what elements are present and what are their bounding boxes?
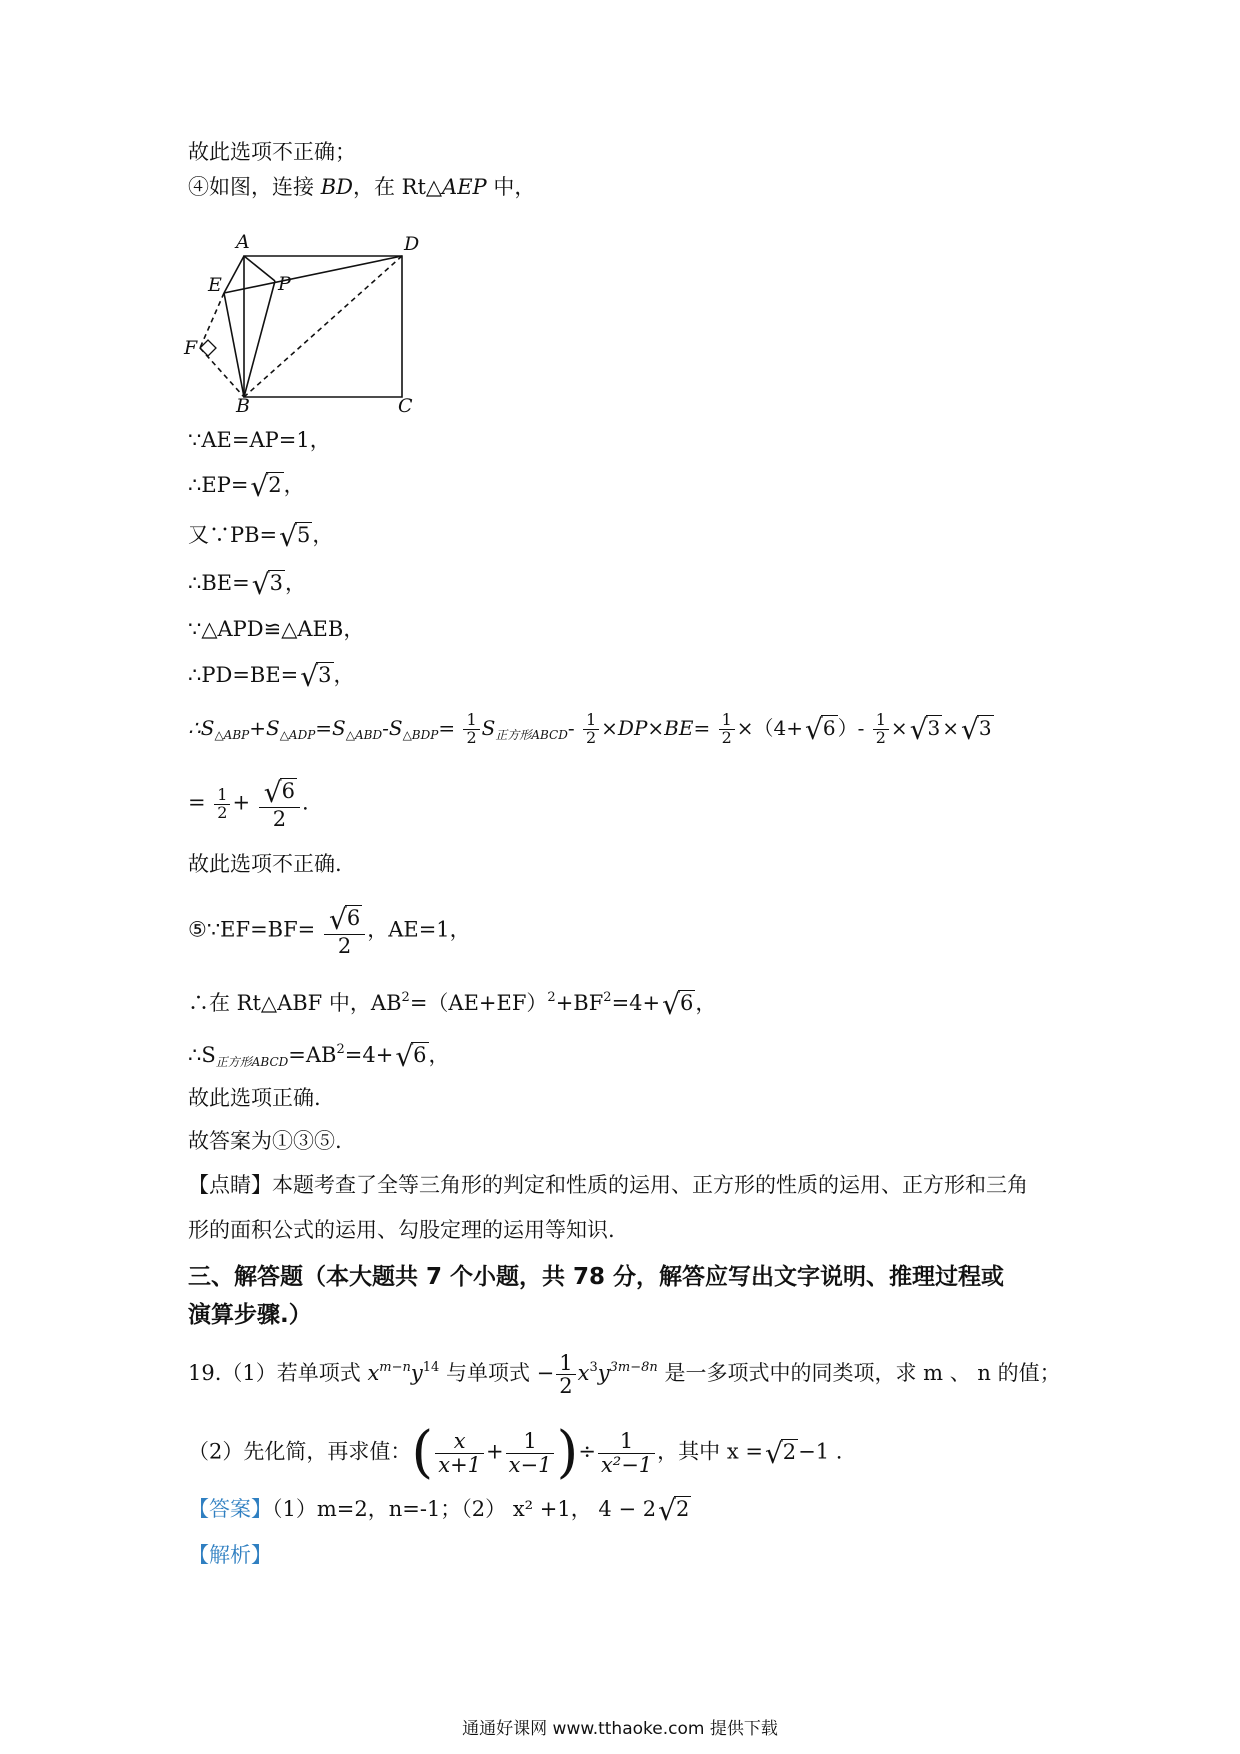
text-line — [188, 778, 309, 830]
text-span: ， — [283, 473, 305, 497]
label-f: F — [184, 337, 198, 359]
text-span: ， — [333, 663, 355, 687]
label-d: D — [404, 233, 420, 255]
sqrt-symbol: √ — [805, 712, 823, 746]
text-span: （1）若单项式 — [221, 1361, 368, 1386]
text-span: =4+ — [344, 1043, 394, 1067]
text-line — [188, 568, 306, 600]
superscript: m−n — [379, 1360, 411, 1376]
radicand: 3 — [318, 663, 332, 687]
fraction-sqrt6-over-2: $\frac{√6}{2}$ — [259, 778, 300, 830]
text-span: ∴S — [188, 715, 215, 740]
radicand: 3 — [269, 571, 283, 595]
label-b: B — [236, 395, 250, 417]
text-span: ，在 Rt△ — [352, 175, 443, 199]
text-span: ， — [428, 1043, 450, 1067]
right-paren: ) — [556, 1420, 579, 1485]
fraction-half: $\frac{1}{2}$ — [556, 1352, 575, 1397]
text-line — [188, 172, 535, 202]
text-span: ，其中 x = — [657, 1439, 763, 1464]
answer-line — [188, 1494, 691, 1526]
square-geometry-figure — [184, 228, 430, 417]
sqrt-symbol: √ — [263, 776, 282, 809]
fraction-1-over-x2-minus-1: $\frac{1}{\text{x²−1}}$ — [598, 1430, 655, 1475]
radicand: 5 — [297, 523, 311, 547]
superscript: 2 — [401, 990, 410, 1005]
text-span: ）- — [837, 715, 865, 740]
radicand: 3 — [978, 715, 992, 740]
text-line — [188, 983, 716, 1020]
radicand: 2 — [268, 473, 282, 497]
text-span: ∴S — [188, 1043, 216, 1067]
fraction-half: $\frac{1}{2}$ — [463, 712, 479, 747]
question-number: 19. — [188, 1361, 222, 1386]
text-line: ∵AE=AP=1， — [188, 428, 331, 452]
text-span: ④如图，连接 — [188, 175, 321, 199]
sqrt-symbol: √ — [909, 712, 928, 746]
text-span: S — [481, 715, 496, 740]
sqrt-symbol: √ — [658, 1494, 676, 1527]
sqrt-symbol: √ — [251, 568, 270, 601]
sqrt-symbol: √ — [395, 1040, 414, 1073]
subscript: 正方形ABCD — [215, 1055, 289, 1069]
text-span: ⑤∵EF=BF= — [188, 917, 316, 942]
label-p: P — [278, 273, 291, 295]
comment-line: 【点睛】本题考查了全等三角形的判定和性质的运用、正方形的性质的运用、正方形和三角 — [188, 1173, 1028, 1197]
radicand: 6 — [413, 1043, 427, 1067]
subscript: △ADP — [279, 727, 316, 742]
text-span: . — [302, 790, 309, 815]
text-span: 又∵PB= — [188, 523, 278, 547]
section-title: 演算步骤.） — [188, 1302, 312, 1328]
text-span: +BF — [555, 991, 604, 1015]
text-span: + — [232, 790, 251, 815]
text-line — [188, 1035, 450, 1077]
text-line — [188, 905, 471, 957]
text-span: ， — [695, 991, 717, 1015]
text-span: =（AE+EF） — [409, 991, 548, 1015]
fraction-half: $\frac{1}{2}$ — [214, 787, 230, 822]
text-span: - — [567, 715, 575, 740]
left-paren: ( — [411, 1420, 434, 1485]
question-19-part2: （2）先化简，再求值：( $\frac{x}{x+1}$ + $\frac{1}{x-1}$ )÷ $\frac{1}{\text{x²−1}}$ ，其中 x =√2−1 . — [188, 1420, 843, 1485]
segment-ef — [200, 293, 224, 348]
text-span: +S — [249, 715, 280, 740]
text-span: 中， — [486, 175, 536, 199]
text-line — [188, 520, 333, 552]
text-span: =AB — [288, 1043, 337, 1067]
sqrt-symbol: √ — [764, 1436, 783, 1470]
superscript: 3m−8n — [609, 1360, 658, 1376]
superscript: 14 — [422, 1360, 440, 1376]
subscript: 正方形ABCD — [495, 727, 568, 742]
text-span: ∴PD=BE= — [188, 663, 299, 687]
text-span: AEP — [442, 175, 487, 199]
section-title: 三、解答题（本大题共 7 个小题，共 78 分，解答应写出文字说明、推理过程或 — [188, 1264, 1005, 1290]
sqrt-symbol: √ — [250, 470, 269, 503]
superscript: 2 — [547, 990, 556, 1005]
text-span: × — [890, 715, 908, 740]
sqrt-symbol: √ — [961, 712, 979, 746]
radicand: 6 — [822, 715, 836, 740]
text-span: 是一多项式中的同类项，求 m 、 n 的值； — [657, 1361, 1061, 1386]
sqrt-symbol: √ — [279, 520, 298, 553]
superscript: 3 — [589, 1360, 598, 1376]
fraction-half: $\frac{1}{2}$ — [583, 712, 599, 747]
text-span: =S — [315, 715, 346, 740]
text-span: ，AE=1， — [367, 917, 471, 942]
text-span: BD — [320, 175, 353, 199]
comment-line: 形的面积公式的运用、勾股定理的运用等知识. — [188, 1218, 615, 1242]
superscript: 2 — [603, 990, 612, 1005]
subscript: △BDP — [402, 727, 439, 742]
fraction-1-over-x-minus-1: $\frac{1}{x-1}$ — [506, 1430, 555, 1475]
text-span: ∴EP= — [188, 473, 249, 497]
text-span: 与单项式 − — [439, 1361, 555, 1386]
answer-text: （1）m=2，n=-1；（2） x² +1， 4 − 2 — [272, 1497, 657, 1521]
radicand: 6 — [679, 991, 694, 1015]
label-c: C — [398, 395, 413, 417]
segment-pb — [244, 281, 275, 397]
text-line: 故此选项不正确； — [188, 140, 356, 164]
fraction-x-over-x-plus-1: $\frac{x}{x+1}$ — [435, 1430, 484, 1475]
segment-ae — [224, 256, 244, 293]
analysis-tag: 【解析】 — [188, 1543, 272, 1567]
label-a: A — [236, 231, 250, 253]
page-footer: 通通好课网 www.tthaoke.com 提供下载 — [462, 1719, 778, 1739]
sqrt-symbol: √ — [328, 903, 347, 936]
superscript: 2 — [336, 1042, 345, 1057]
label-e: E — [208, 274, 222, 296]
text-line: 故此选项不正确. — [188, 852, 342, 876]
text-span: ×（4+ — [736, 715, 804, 740]
text-span: = — [188, 790, 206, 815]
fraction-sqrt6-over-2: $\frac{√6}{2}$ — [324, 905, 365, 957]
segment-ap — [244, 256, 275, 281]
segment-bd — [244, 256, 402, 397]
text-span: -S — [382, 715, 403, 740]
answer-tag: 【答案】 — [188, 1497, 272, 1521]
text-span: ×DP×BE= — [601, 715, 711, 740]
text-line — [188, 660, 355, 692]
question-19-part1: 19.（1）若单项式 $x^{m-n}y^{14}$ 与单项式 − $\frac{1}{2}$ $x^3y^{3m-8n}$ 是一多项式中的同类项，求 m 、 n 的值； — [188, 1351, 1061, 1399]
text-span: ∴BE= — [188, 571, 250, 595]
radicand: 3 — [927, 715, 941, 740]
area-equation-line — [188, 712, 994, 750]
text-line: 故答案为①③⑤. — [188, 1129, 342, 1153]
right-angle-mark — [200, 340, 216, 356]
subscript: △ABP — [214, 727, 250, 742]
text-line: 故此选项正确. — [188, 1086, 321, 1110]
text-span: ∴在 Rt△ABF 中，AB — [188, 991, 402, 1015]
radicand: 2 — [782, 1439, 797, 1464]
text-span: −1 . — [798, 1439, 843, 1464]
sqrt-symbol: √ — [662, 988, 680, 1021]
segment-eb — [224, 293, 244, 397]
text-line — [188, 470, 305, 502]
text-span: =4+ — [611, 991, 661, 1015]
fraction-half: $\frac{1}{2}$ — [873, 712, 889, 747]
subscript: △ABD — [345, 727, 383, 742]
radicand: 2 — [675, 1497, 690, 1521]
fraction-half: $\frac{1}{2}$ — [719, 712, 735, 747]
text-span: × — [942, 715, 960, 740]
text-span: = — [438, 715, 456, 740]
sqrt-symbol: √ — [300, 660, 319, 693]
text-span: ， — [284, 571, 306, 595]
text-span: ， — [312, 523, 334, 547]
text-span: （2）先化简，再求值： — [188, 1439, 412, 1464]
text-line: ∵△APD≌△AEB， — [188, 617, 365, 641]
